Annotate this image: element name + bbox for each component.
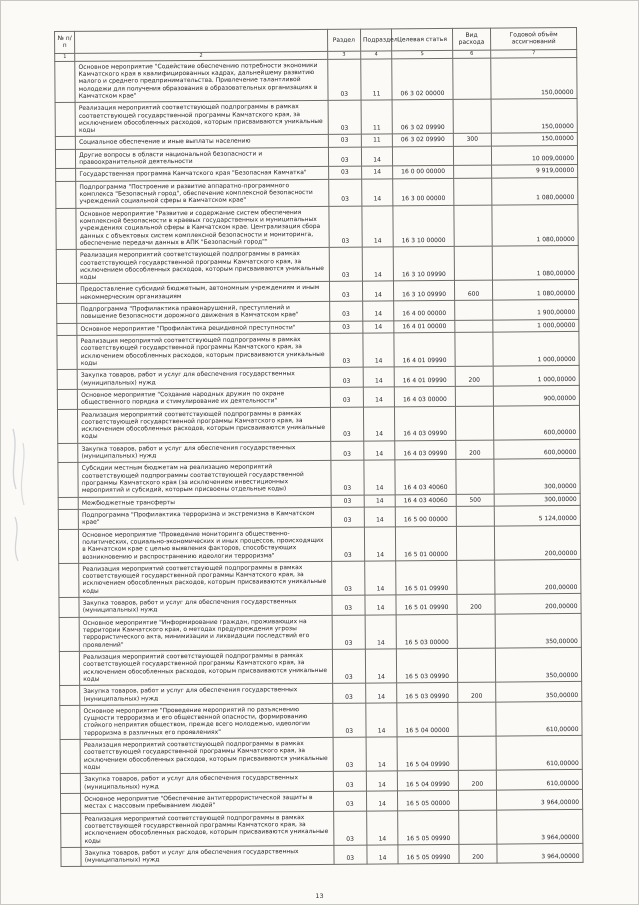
row-target-article-cell: 16 5 03 09990	[397, 683, 458, 703]
header-annual-amount: Годовой объём ассигнований	[491, 27, 577, 49]
row-number-cell	[58, 497, 78, 509]
row-expense-type-cell	[453, 165, 491, 178]
row-target-article-cell: 16 4 01 09990	[394, 367, 455, 387]
row-name-cell: Реализация мероприятий соответствующей подпрограммы в рамках соответствующей государственной программы Камчатского края, за исключением обособленных расходов, которым присваиваются уникальные коды	[80, 649, 333, 685]
row-target-article-cell	[393, 146, 454, 166]
row-razdel-cell: 03	[334, 845, 367, 865]
row-amount-cell: 600,00000	[494, 405, 580, 440]
row-amount-cell: 1 900,00000	[493, 300, 579, 320]
row-podrazdel-cell: 14	[361, 147, 392, 167]
row-razdel-cell: 03	[329, 247, 363, 282]
row-podrazdel-cell: 14	[364, 507, 395, 527]
row-podrazdel-cell: 14	[365, 595, 396, 615]
row-number-cell	[56, 250, 76, 284]
row-razdel-cell: 03	[327, 59, 361, 101]
row-number-cell	[55, 61, 76, 103]
row-podrazdel-cell: 14	[363, 333, 395, 367]
row-number-cell	[60, 686, 80, 706]
row-amount-cell: 1 000,00000	[493, 331, 579, 366]
row-expense-type-cell	[458, 702, 497, 737]
row-number-cell	[60, 774, 80, 794]
row-expense-type-cell: 200	[457, 594, 496, 614]
row-expense-type-cell: 200	[459, 844, 498, 864]
row-target-article-cell: 16 4 01 09990	[394, 332, 455, 367]
row-podrazdel-cell: 14	[365, 561, 397, 595]
row-name-cell: Основное мероприятие "Обеспечение антитеррористической защиты в местах с массовым пребыванием людей"	[81, 791, 334, 813]
row-razdel-cell: 03	[330, 441, 363, 461]
row-name-cell: Основное мероприятие "Создание народных дружин по охране общественного порядка и стимулирование их деятельности"	[78, 387, 331, 409]
table-row	[56, 177, 578, 208]
row-razdel-cell: 03	[329, 321, 362, 334]
row-number-cell	[56, 169, 76, 181]
row-target-article-cell: 06 3 02 09990	[393, 134, 454, 147]
row-expense-type-cell	[455, 320, 493, 333]
row-name-cell: Реализация мероприятий соответствующей подпрограммы в рамках соответствующей государственной программы Камчатского края, за исключением обособленных расходов, которым присваиваются уникальные коды	[81, 811, 334, 847]
row-amount-cell: 1 080,00000	[493, 280, 579, 300]
row-target-article-cell: 16 3 10 09990	[393, 247, 454, 282]
row-name-cell: Реализация мероприятий соответствующей подпрограммы в рамках соответствующей государственной программы Камчатского края, за исключением обособленных расходов, которым присваиваются уникальные коды	[80, 737, 333, 773]
row-expense-type-cell	[455, 332, 494, 367]
row-podrazdel-cell: 14	[363, 321, 394, 334]
column-index-3: 3	[327, 51, 360, 59]
row-podrazdel-cell: 14	[366, 703, 398, 737]
row-number-cell	[59, 597, 79, 617]
row-expense-type-cell	[456, 526, 495, 561]
row-amount-cell: 150,00000	[491, 57, 577, 99]
row-expense-type-cell: 200	[458, 770, 497, 790]
table-row	[55, 99, 577, 137]
row-name-cell: Предоставление субсидий бюджетным, автономным учреждениям и иным некоммерческим организациям	[77, 282, 330, 304]
row-podrazdel-cell: 14	[362, 281, 393, 301]
row-target-article-cell: 16 5 03 09990	[397, 648, 458, 683]
row-target-article-cell: 16 5 04 00000	[397, 702, 458, 737]
table-row	[59, 613, 581, 651]
row-name-cell: Закупка товаров, работ и услуг для обеспечения государственных (муниципальных) нужд	[81, 845, 334, 867]
row-name-cell: Закупка товаров, работ и услуг для обеспечения государственных (муниципальных) нужд	[81, 772, 334, 794]
row-podrazdel-cell: 14	[365, 649, 397, 683]
row-amount-cell: 610,00000	[496, 770, 582, 790]
row-number-cell	[57, 335, 77, 369]
budget-table-body	[55, 57, 583, 867]
column-index-5: 5	[392, 50, 453, 58]
row-amount-cell: 1 000,00000	[493, 366, 579, 386]
row-number-cell	[57, 323, 77, 335]
row-podrazdel-cell: 14	[364, 441, 395, 461]
row-amount-cell: 610,00000	[496, 735, 582, 770]
row-razdel-cell: 03	[332, 615, 366, 650]
row-expense-type-cell	[457, 648, 496, 683]
column-index-6: 6	[452, 50, 490, 58]
column-index-7: 7	[491, 49, 577, 58]
row-podrazdel-cell: 14	[361, 166, 392, 179]
row-razdel-cell: 03	[328, 206, 362, 248]
row-amount-cell: 3 964,00000	[497, 809, 583, 844]
row-target-article-cell: 16 4 03 09990	[395, 406, 456, 441]
row-target-article-cell: 16 5 05 00000	[398, 790, 459, 810]
column-index-2: 2	[75, 51, 327, 61]
row-razdel-cell: 03	[332, 595, 365, 615]
row-razdel-cell: 03	[329, 333, 363, 368]
row-name-cell: Подпрограмма "Построение и развитие аппаратно-программного комплекса "Безопасный город", обеспечение комплексной безопасности учреждений социальной сферы в Камчатском крае"	[76, 179, 329, 208]
row-expense-type-cell	[454, 205, 493, 247]
row-name-cell: Закупка товаров, работ и услуг для обеспечения государственных (муниципальных) нужд	[79, 595, 332, 617]
row-razdel-cell: 03	[333, 791, 366, 811]
row-target-article-cell: 16 4 03 09990	[395, 440, 456, 460]
table-row	[59, 559, 581, 597]
row-expense-type-cell	[453, 99, 492, 134]
row-razdel-cell: 03	[329, 301, 362, 321]
row-amount-cell: 200,00000	[495, 593, 581, 613]
row-podrazdel-cell: 14	[363, 387, 394, 407]
row-razdel-cell: 03	[328, 147, 361, 167]
column-index-4: 4	[361, 51, 392, 59]
header-num: № п/п	[55, 31, 75, 53]
table-row	[58, 459, 580, 497]
row-razdel-cell: 03	[330, 367, 363, 387]
row-expense-type-cell	[456, 459, 495, 494]
row-target-article-cell: 16 5 01 00000	[396, 526, 457, 561]
row-podrazdel-cell: 14	[366, 771, 397, 791]
table-row	[55, 57, 577, 103]
row-podrazdel-cell: 14	[367, 810, 399, 844]
row-amount-cell: 9 919,00000	[492, 165, 578, 178]
row-target-article-cell: 16 4 03 40060	[395, 460, 456, 495]
row-target-article-cell: 16 5 05 09990	[398, 810, 459, 845]
row-amount-cell: 610,00000	[496, 701, 582, 736]
row-name-cell: Реализация мероприятий соответствующей подпрограммы в рамках соответствующей государственной программы Камчатского края, за исключением обособленных расходов, которым присваиваются уникальные коды	[75, 101, 328, 137]
table-row	[56, 204, 578, 250]
row-expense-type-cell	[456, 506, 495, 526]
row-amount-cell: 150,00000	[491, 99, 577, 134]
row-amount-cell: 350,00000	[495, 613, 581, 648]
row-target-article-cell: 16 5 01 09990	[396, 560, 457, 595]
row-name-cell: Реализация мероприятий соответствующей подпрограммы в рамках соответствующей государственной программы Камчатского края, за исключением обособленных расходов, которым присваиваются уникальные коды	[78, 407, 331, 443]
row-podrazdel-cell: 14	[364, 495, 395, 508]
row-number-cell	[58, 443, 78, 463]
scanned-sheet	[54, 27, 584, 868]
row-expense-type-cell	[456, 560, 495, 595]
row-podrazdel-cell: 11	[361, 59, 393, 101]
row-podrazdel-cell: 14	[366, 683, 397, 703]
row-expense-type-cell: 200	[456, 440, 495, 460]
header-name	[75, 29, 328, 53]
row-number-cell	[60, 705, 80, 739]
row-target-article-cell: 16 0 00 00000	[393, 166, 454, 179]
row-razdel-cell: 03	[333, 771, 366, 791]
row-podrazdel-cell: 14	[362, 179, 394, 206]
row-expense-type-cell	[458, 790, 497, 810]
row-number-cell	[57, 389, 77, 409]
row-expense-type-cell: 200	[457, 682, 496, 702]
row-name-cell: Закупка товаров, работ и услуг для обеспечения государственных (муниципальных) нужд	[78, 441, 331, 463]
row-razdel-cell: 03	[333, 737, 367, 772]
row-podrazdel-cell: 14	[363, 301, 394, 321]
row-razdel-cell: 03	[332, 703, 366, 738]
row-number-cell	[59, 651, 79, 685]
row-amount-cell: 300,00000	[494, 493, 580, 506]
row-expense-type-cell	[453, 146, 492, 166]
row-podrazdel-cell: 14	[364, 460, 396, 494]
row-expense-type-cell	[454, 246, 493, 281]
row-amount-cell: 3 964,00000	[497, 843, 583, 863]
row-podrazdel-cell: 14	[362, 206, 394, 248]
row-number-cell	[55, 149, 75, 169]
row-razdel-cell: 03	[331, 527, 365, 562]
row-number-cell	[56, 284, 76, 304]
row-razdel-cell: 03	[333, 811, 367, 846]
row-name-cell: Подпрограмма "Профилактика правонарушений, преступлений и повышение безопасности дорожного движения в Камчатском крае"	[77, 301, 330, 323]
row-amount-cell: 350,00000	[496, 647, 582, 682]
row-razdel-cell: 03	[331, 507, 364, 527]
row-expense-type-cell	[458, 736, 497, 771]
row-razdel-cell: 03	[331, 561, 365, 596]
row-name-cell: Основное мероприятие "Проведение мероприятий по разъяснению сущности терроризма и его общественной опасности, формированию стойкого неприятия обществом, прежде всего молодежью, идеологии терроризма в различных его проявлениях"	[80, 703, 333, 739]
row-target-article-cell: 06 3 02 00000	[392, 58, 453, 100]
row-podrazdel-cell: 14	[365, 615, 397, 649]
row-podrazdel-cell: 14	[364, 526, 396, 560]
row-name-cell: Социальное обеспечение и иные выплаты населению	[76, 135, 328, 149]
row-number-cell	[57, 409, 77, 443]
table-row	[61, 843, 583, 867]
row-name-cell: Реализация мероприятий соответствующей подпрограммы в рамках соответствующей государственной программы Камчатского края, за исключением обособленных расходов, которым присваиваются уникальные коды	[79, 561, 332, 597]
row-razdel-cell: 03	[331, 495, 364, 508]
header-target-article: Целевая статья	[392, 28, 453, 50]
row-name-cell: Основное мероприятие "Информирование граждан, проживающих на территории Камчатского края, о методах предупреждения угрозы террористического акта, минимизации и ликвидации последствий его проявлений"	[79, 615, 332, 651]
row-expense-type-cell	[453, 178, 492, 205]
row-expense-type-cell	[458, 810, 497, 845]
table-row	[61, 809, 583, 847]
row-number-cell	[59, 617, 79, 651]
row-amount-cell: 1 000,00000	[493, 319, 579, 332]
row-expense-type-cell	[455, 406, 494, 441]
row-amount-cell: 5 124,00000	[494, 505, 580, 525]
row-target-article-cell: 16 4 03 00000	[395, 386, 456, 406]
table-row	[60, 701, 582, 739]
table-row	[57, 405, 579, 443]
table-row	[57, 331, 579, 369]
row-amount-cell: 1 080,00000	[492, 246, 578, 281]
row-name-cell: Основное мероприятие "Профилактика рецидивной преступности"	[77, 321, 329, 335]
row-name-cell: Основное мероприятие "Содействие обеспечению потребности экономики Камчатского края в квалифицированных кадрах, дальнейшему развитию малого и среднего предпринимательства. Привлечение талантливой молодежи для получения образования в образовательных организациях в Камчатском крае"	[75, 59, 328, 103]
row-expense-type-cell	[457, 614, 496, 649]
row-razdel-cell: 03	[332, 649, 366, 684]
row-target-article-cell: 16 5 01 09990	[396, 594, 457, 614]
row-razdel-cell: 03	[328, 179, 362, 206]
row-razdel-cell: 03	[328, 135, 361, 148]
row-target-article-cell: 16 5 05 09990	[398, 844, 459, 864]
row-number-cell	[57, 303, 77, 323]
header-razdel: Раздел	[327, 29, 360, 51]
row-razdel-cell: 03	[330, 461, 364, 496]
row-amount-cell: 10 009,00000	[492, 145, 578, 165]
row-amount-cell: 600,00000	[494, 439, 580, 459]
row-expense-type-cell	[454, 300, 493, 320]
row-number-cell	[57, 370, 77, 390]
row-target-article-cell: 16 3 10 09990	[394, 281, 455, 301]
row-podrazdel-cell: 14	[366, 791, 397, 811]
row-name-cell: Реализация мероприятий соответствующей подпрограммы в рамках соответствующей государственной программы Камчатского края, за исключением обособленных расходов, которым присваиваются уникальные коды	[76, 248, 329, 284]
row-amount-cell: 150,00000	[491, 133, 577, 146]
row-podrazdel-cell: 14	[363, 406, 395, 440]
table-row	[60, 735, 582, 773]
row-name-cell: Закупка товаров, работ и услуг для обеспечения государственных (муниципальных) нужд	[80, 684, 333, 706]
row-razdel-cell: 03	[328, 100, 362, 135]
row-target-article-cell: 16 5 00 00000	[395, 506, 456, 526]
table-row	[58, 525, 580, 563]
header-expense-type: Вид расхода	[452, 28, 491, 50]
row-target-article-cell: 16 5 04 09990	[397, 736, 458, 771]
row-expense-type-cell	[455, 386, 494, 406]
row-razdel-cell: 03	[328, 167, 361, 180]
row-expense-type-cell: 600	[454, 281, 493, 301]
row-target-article-cell: 06 3 02 09990	[392, 100, 453, 135]
row-podrazdel-cell: 11	[361, 100, 393, 134]
row-name-cell: Закупка товаров, работ и услуг для обеспечения государственных (муниципальных) нужд	[77, 368, 330, 390]
row-podrazdel-cell: 11	[361, 134, 392, 147]
row-number-cell	[60, 739, 80, 773]
row-name-cell: Подпрограмма "Профилактика терроризма и экстремизма в Камчатском крае"	[78, 507, 331, 529]
row-number-cell	[58, 463, 78, 497]
row-name-cell: Субсидии местным бюджетам на реализацию мероприятий соответствующей подпрограммы соответствующей государственной программы Камчатского края (за исключением инвестиционных мероприятий и субсидий, которым присвоены отдельные коды)	[78, 461, 331, 497]
row-amount-cell: 1 080,00000	[492, 177, 578, 205]
row-number-cell	[59, 563, 79, 597]
row-amount-cell: 300,00000	[494, 459, 580, 494]
row-podrazdel-cell: 14	[366, 737, 398, 771]
page-number: 13	[315, 892, 324, 900]
row-target-article-cell: 16 4 03 40060	[395, 494, 456, 507]
scan-artifact-marks	[3, 421, 43, 571]
row-target-article-cell: 16 5 04 09990	[398, 771, 459, 791]
column-index-1: 1	[55, 53, 75, 61]
header-podrazdel: Подраздел	[360, 29, 391, 51]
row-target-article-cell: 16 4 00 00000	[394, 300, 455, 320]
row-razdel-cell: 03	[332, 683, 365, 703]
row-podrazdel-cell: 14	[367, 845, 398, 865]
row-target-article-cell: 16 3 10 00000	[393, 205, 454, 247]
row-target-article-cell: 16 5 03 00000	[396, 614, 457, 649]
row-name-cell: Государственная программа Камчатского края "Безопасная Камчатка"	[76, 167, 328, 181]
row-amount-cell: 900,00000	[493, 385, 579, 405]
row-amount-cell: 1 080,00000	[492, 204, 578, 246]
row-expense-type-cell: 300	[453, 134, 491, 147]
row-expense-type-cell: 200	[455, 366, 494, 386]
row-amount-cell: 3 964,00000	[497, 789, 583, 809]
row-target-article-cell: 16 3 00 00000	[393, 178, 454, 205]
row-target-article-cell: 16 4 01 00000	[394, 320, 455, 333]
row-number-cell	[61, 847, 81, 867]
row-amount-cell: 200,00000	[495, 559, 581, 594]
row-number-cell	[58, 509, 78, 529]
row-podrazdel-cell: 14	[363, 367, 394, 387]
row-amount-cell: 200,00000	[495, 525, 581, 560]
row-name-cell: Основное мероприятие "Развитие и содержание систем обеспечения комплексной безопасности в краевых государственных и муниципальных учреждениях социальной сферы в Камчатском крае. Централизация сбора данных с объектовых систем комплексной безопасности и мониторинга, обеспечение передачи данных в АПК "Безопасный город""	[76, 206, 329, 250]
row-podrazdel-cell: 14	[362, 247, 394, 281]
table-row	[56, 246, 578, 284]
row-number-cell	[58, 529, 78, 563]
row-number-cell	[55, 103, 75, 137]
row-expense-type-cell: 500	[456, 494, 494, 507]
budget-table	[54, 27, 584, 868]
row-razdel-cell: 03	[330, 407, 364, 442]
row-name-cell: Межбюджетные трансферты	[78, 495, 330, 509]
row-name-cell: Другие вопросы в области национальной безопасности и правоохранительной деятельности	[76, 147, 329, 169]
row-name-cell: Реализация мероприятий соответствующей подпрограммы в рамках соответствующей государственной программы Камчатского края, за исключением обособленных расходов, которым присваиваются уникальные коды	[77, 333, 330, 369]
table-row	[59, 647, 581, 685]
row-expense-type-cell	[453, 58, 492, 100]
row-name-cell: Основное мероприятие "Проведение мониторинга общественно-политических, социально-экономических и иных процессов, происходящих в Камчатском крае с целью выявления факторов, способствующих возникновению и распространению идеологии терроризма"	[79, 527, 332, 563]
row-number-cell	[56, 181, 76, 208]
row-amount-cell: 350,00000	[496, 682, 582, 702]
row-number-cell	[61, 813, 81, 847]
row-number-cell	[60, 793, 80, 813]
row-number-cell	[55, 137, 75, 149]
row-razdel-cell: 03	[330, 387, 363, 407]
row-razdel-cell: 03	[329, 282, 362, 302]
row-number-cell	[56, 208, 77, 250]
